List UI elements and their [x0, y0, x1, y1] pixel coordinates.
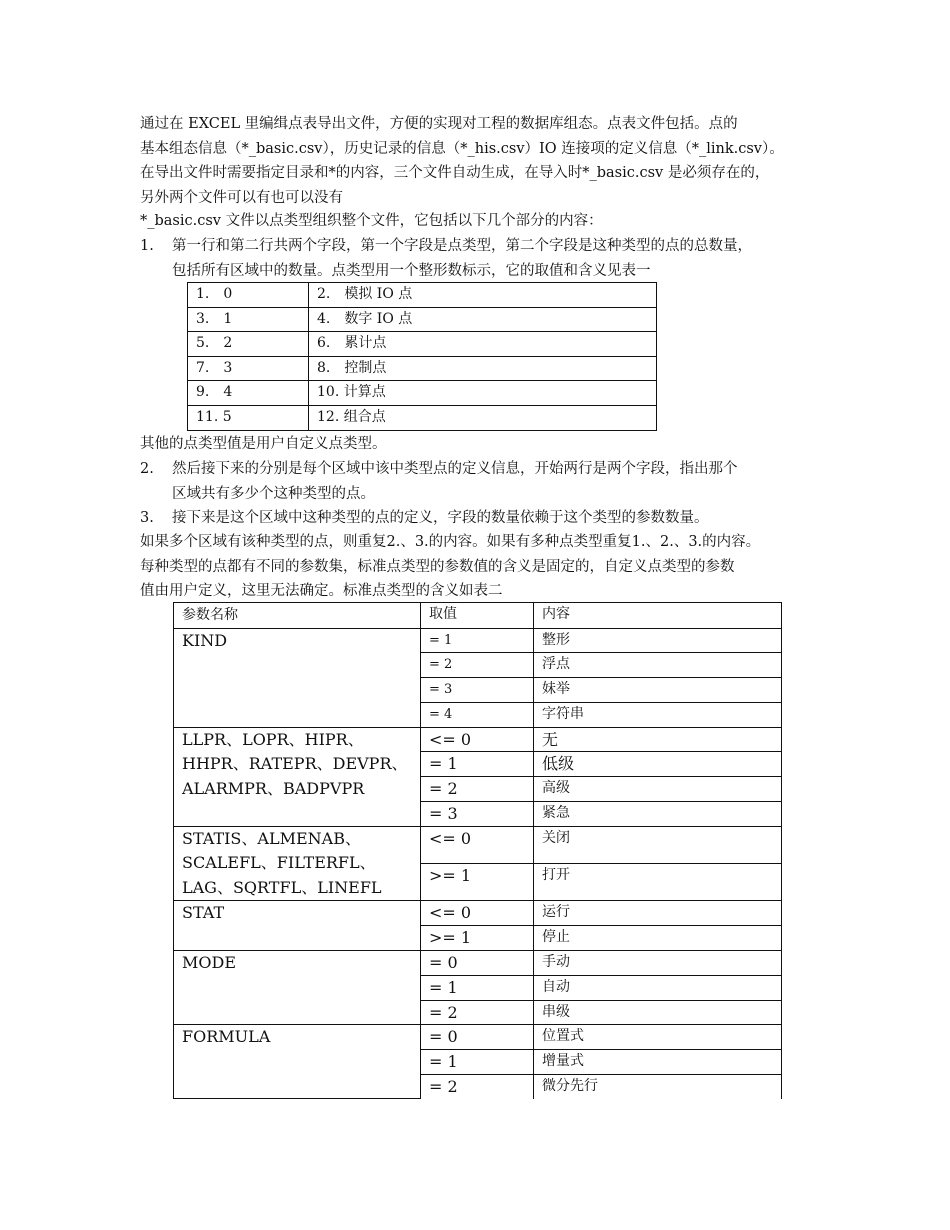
- table-row: [174, 727, 782, 752]
- type-name-cell: 12. 组合点: [309, 405, 657, 430]
- value-cell: <= 0: [421, 901, 534, 926]
- parameter-name-cell: LLPR、LOPR、HIPR、HHPR、RATEPR、DEVPR、ALARMPR、BADPVPR: [174, 727, 421, 826]
- table-row: [174, 628, 782, 653]
- type-code-cell: 11. 5: [188, 405, 309, 430]
- meaning-cell: 串级: [534, 1000, 782, 1025]
- basic-description: *_basic.csv 文件以点类型组织整个文件，它包括以下几个部分的内容：: [140, 213, 603, 229]
- value-cell: = 0: [421, 950, 534, 975]
- table-row: [188, 332, 657, 357]
- list-item-2: [140, 457, 812, 506]
- tail-line-1: 如果多个区域有该种类型的点，则重复2.、3.的内容。如果有多种点类型重复1.、2.、3.的内容。: [140, 534, 761, 550]
- value-cell: = 2: [421, 1074, 534, 1098]
- value-cell: = 1: [421, 1050, 534, 1075]
- type-name-cell: 10. 计算点: [309, 381, 657, 406]
- table-row: [188, 405, 657, 430]
- type-code-cell: 1. 0: [188, 283, 309, 308]
- meaning-cell: 字符串: [534, 702, 782, 727]
- meaning-cell: 打开: [534, 864, 782, 901]
- tail-line-2: 每种类型的点都有不同的参数集，标准点类型的参数值的含义是固定的，自定义点类型的参数: [140, 558, 735, 575]
- value-cell: = 1: [421, 975, 534, 1000]
- type-name-cell: 6. 累计点: [309, 332, 657, 357]
- list-text-line: 接下来是这个区域中这种类型的点的定义，字段的数量依赖于这个类型的参数数量。: [172, 510, 709, 526]
- table-row: [174, 1025, 782, 1050]
- value-cell: = 3: [421, 678, 534, 703]
- table-row: [174, 826, 782, 863]
- other-types-note: 其他的点类型值是用户自定义点类型。: [140, 436, 387, 452]
- meaning-cell: 浮点: [534, 653, 782, 678]
- intro-line-2: 基本组态信息（*_basic.csv），历史记录的信息（*_his.csv）IO 连接项的定义信息（*_link.csv）。: [140, 140, 784, 157]
- parameter-table: [173, 602, 782, 1099]
- list-number: 3.: [140, 510, 154, 526]
- type-name-cell: 2. 模拟 IO 点: [309, 283, 657, 308]
- value-cell: = 2: [421, 777, 534, 802]
- list-text-line: 包括所有区域中的数量。点类型用一个整形数标示，它的取值和含义见表一: [172, 262, 651, 279]
- list-item-1: [140, 234, 812, 283]
- meaning-cell: 增量式: [534, 1050, 782, 1075]
- table-row: [188, 283, 657, 308]
- table-row: [174, 950, 782, 975]
- list-text-line: 然后接下来的分别是每个区域中该中类型点的定义信息，开始两行是两个字段，指出那个: [172, 461, 738, 477]
- value-cell: = 4: [421, 702, 534, 727]
- meaning-cell: 手动: [534, 950, 782, 975]
- value-cell: <= 0: [421, 826, 534, 863]
- parameter-name-cell: STAT: [174, 901, 421, 951]
- column-header: 参数名称: [174, 603, 421, 629]
- meaning-cell: 妹举: [534, 678, 782, 703]
- value-cell: = 1: [421, 752, 534, 777]
- meaning-cell: 微分先行: [534, 1074, 782, 1098]
- value-cell: <= 0: [421, 727, 534, 752]
- parameter-name-cell: FORMULA: [174, 1025, 421, 1099]
- table-header-row: [174, 603, 782, 629]
- point-type-table: [187, 282, 657, 431]
- list-number: 1.: [140, 238, 154, 254]
- parameter-name-cell: MODE: [174, 950, 421, 1024]
- list-number: 2.: [140, 461, 154, 477]
- value-cell: = 0: [421, 1025, 534, 1050]
- meaning-cell: 低级: [534, 752, 782, 777]
- table-row: [174, 901, 782, 926]
- column-header: 取值: [421, 603, 534, 629]
- meaning-cell: 运行: [534, 901, 782, 926]
- type-code-cell: 5. 2: [188, 332, 309, 357]
- meaning-cell: 自动: [534, 975, 782, 1000]
- type-code-cell: 3. 1: [188, 307, 309, 332]
- list-item-3: [140, 506, 812, 531]
- value-cell: = 3: [421, 802, 534, 827]
- column-header: 内容: [534, 603, 782, 629]
- type-name-cell: 4. 数字 IO 点: [309, 307, 657, 332]
- meaning-cell: 整形: [534, 628, 782, 653]
- value-cell: >= 1: [421, 864, 534, 901]
- intro-line-1: 通过在 EXCEL 里编缉点表导出文件，方便的实现对工程的数据库组态。点表文件包括。点的: [140, 116, 738, 132]
- parameter-name-cell: STATIS、ALMENAB、SCALEFL、FILTERFL、LAG、SQRTFL、LINEFL: [174, 826, 421, 901]
- value-cell: >= 1: [421, 926, 534, 951]
- meaning-cell: 关闭: [534, 826, 782, 863]
- type-code-cell: 9. 4: [188, 381, 309, 406]
- meaning-cell: 高级: [534, 777, 782, 802]
- type-name-cell: 8. 控制点: [309, 356, 657, 381]
- meaning-cell: 位置式: [534, 1025, 782, 1050]
- intro-line-3: 在导出文件时需要指定目录和*的内容，三个文件自动生成，在导入时*_basic.csv 是必须存在的，: [140, 165, 770, 181]
- tail-line-3: 值由用户定义，这里无法确定。标准点类型的含义如表二: [140, 583, 503, 599]
- meaning-cell: 无: [534, 727, 782, 752]
- meaning-cell: 停止: [534, 926, 782, 951]
- table-row: [188, 307, 657, 332]
- intro-paragraph: [140, 112, 812, 210]
- value-cell: = 1: [421, 628, 534, 653]
- value-cell: = 2: [421, 653, 534, 678]
- list-text-line: 区域共有多少个这种类型的点。: [172, 485, 375, 502]
- value-cell: = 2: [421, 1000, 534, 1025]
- list-text-line: 第一行和第二行共两个字段，第一个字段是点类型，第二个字段是这种类型的点的总数量，: [172, 238, 752, 254]
- type-code-cell: 7. 3: [188, 356, 309, 381]
- parameter-name-cell: KIND: [174, 628, 421, 727]
- tail-paragraph: [140, 530, 812, 604]
- intro-line-4: 另外两个文件可以有也可以没有: [140, 189, 343, 206]
- meaning-cell: 紧急: [534, 802, 782, 827]
- table-row: [188, 381, 657, 406]
- table-row: [188, 356, 657, 381]
